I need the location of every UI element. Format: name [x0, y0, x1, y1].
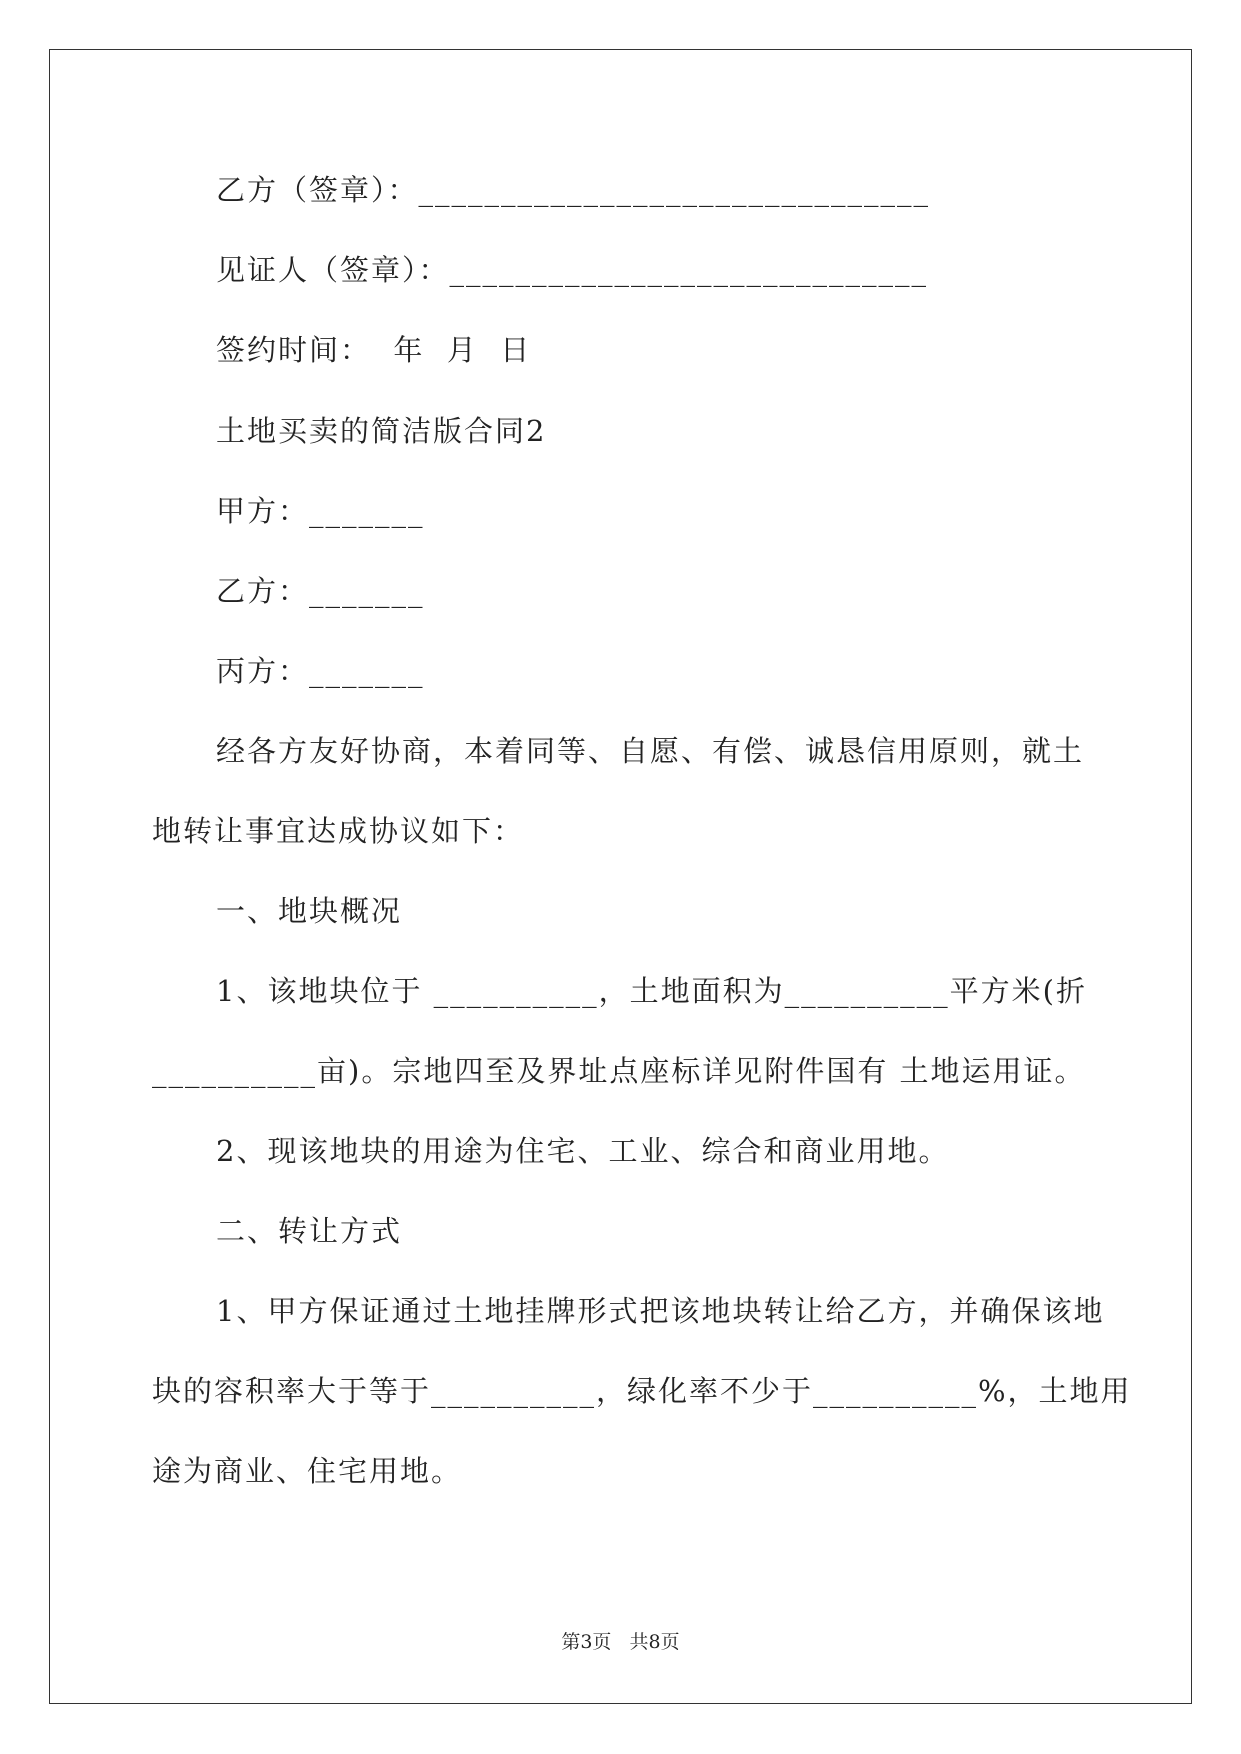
clause-1-1-line-1: 1、该地块位于 __________，土地面积为__________平方米(折	[216, 974, 1087, 1008]
party-b-signature-line: 乙方（签章）：_______________________________	[216, 173, 931, 207]
clause-2-1-line-1: 1、甲方保证通过土地挂牌形式把该地块转让给乙方，并确保该地	[216, 1294, 1105, 1328]
intro-paragraph-line-2: 地转让事宜达成协议如下：	[152, 814, 525, 848]
clause-2-1-line-3: 途为商业、住宅用地。	[152, 1454, 463, 1488]
witness-signature-line: 见证人（签章）：_____________________________	[216, 253, 929, 287]
intro-paragraph-line-1: 经各方友好协商，本着同等、自愿、有偿、诚恳信用原则，就土	[216, 734, 1085, 768]
signing-date-line: 签约时间： 年 月 日	[216, 333, 532, 367]
party-c-line: 丙方：_______	[216, 654, 425, 688]
clause-2-1-line-2: 块的容积率大于等于__________，绿化率不少于__________%，土地用	[152, 1374, 1132, 1408]
party-a-line: 甲方：_______	[216, 494, 425, 528]
clause-1-1-line-2: __________亩)。宗地四至及界址点座标详见附件国有 土地运用证。	[152, 1054, 1086, 1088]
section-2-heading: 二、转让方式	[216, 1214, 403, 1248]
clause-1-2: 2、现该地块的用途为住宅、工业、综合和商业用地。	[216, 1134, 950, 1168]
page-footer: 第3页 共8页	[561, 1631, 680, 1653]
section-1-heading: 一、地块概况	[216, 894, 403, 928]
party-b-line: 乙方：_______	[216, 574, 425, 608]
contract-title: 土地买卖的简洁版合同2	[216, 414, 547, 448]
